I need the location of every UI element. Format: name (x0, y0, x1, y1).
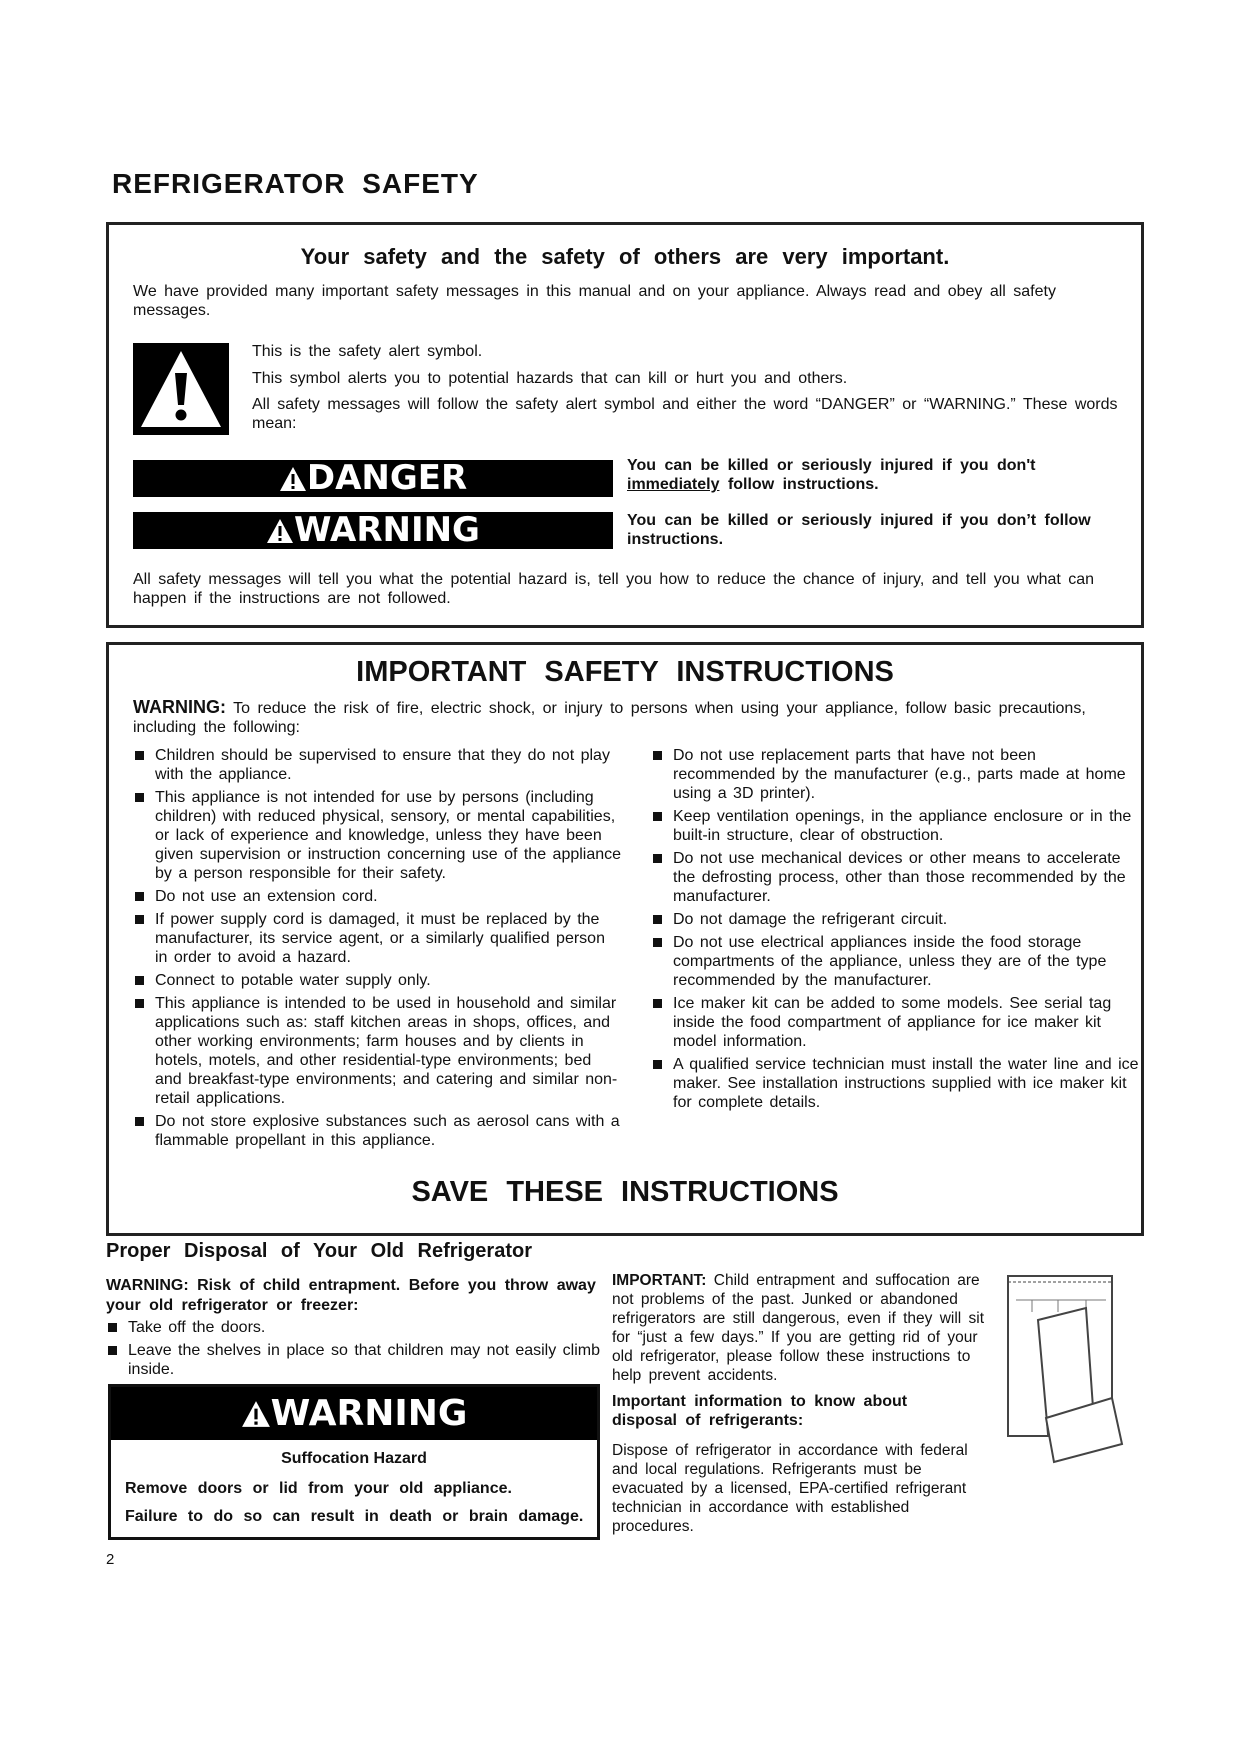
safety-box-footer: All safety messages will tell you what the potential hazard is, tell you how to reduce the chance of injury, and tell you what can happen if the instructions are not followed. (133, 571, 1095, 607)
danger-text-part-1: You can be killed or seriously injured if you don't (627, 457, 1036, 474)
list-item: This appliance is not intended for use by persons (including children) with reduced physical, sensory, or mental capabilities, or lack of experience and knowledge, unless they have been given supervision or instruction concerning use of the appliance by a person responsible for their safety. (133, 788, 623, 883)
danger-text-part-2: follow instructions. (727, 476, 879, 493)
alert-line-1: This is the safety alert symbol. (252, 343, 483, 360)
hazard-line-2: Failure to do so can result in death or brain damage. (125, 1508, 584, 1525)
list-item: This appliance is intended to be used in household and similar applications such as: staff kitchen areas in shops, offices, and other working environments; farm houses and by clients in hotels, motels, and other residential-type environments; bed and breakfast-type environments; and catering and similar non-retail applications. (133, 994, 623, 1108)
list-item: Take off the doors. (106, 1318, 606, 1337)
page-number: 2 (106, 1551, 115, 1568)
list-item: Do not damage the refrigerant circuit. (651, 910, 1141, 929)
instructions-warning-lead: WARNING: (133, 697, 226, 717)
list-item: Children should be supervised to ensure that they do not play with the appliance. (133, 746, 623, 784)
instructions-right-list (651, 746, 1141, 1116)
instructions-left-list (133, 746, 623, 1154)
list-item: If power supply cord is damaged, it must be replaced by the manufacturer, its service agent, or a similarly qualified person in order to avoid a hazard. (133, 910, 623, 967)
suffocation-warning-label: WARNING (270, 1393, 468, 1434)
warning-label: WARNING (294, 510, 480, 550)
list-item: Ice maker kit can be added to some models. See serial tag inside the food compartment of appliance for ice maker kit model information. (651, 994, 1141, 1051)
disposal-steps (106, 1318, 606, 1383)
warning-triangle-icon (266, 518, 294, 544)
list-item: Keep ventilation openings, in the appliance enclosure or in the built-in structure, clear of obstruction. (651, 807, 1141, 845)
refrigerant-text: Dispose of refrigerator in accordance with federal and local regulations. Refrigerants must be evacuated by a licensed, EPA-certified refrigerant technician in accordance with established procedures. (612, 1442, 968, 1535)
safety-box-heading: Your safety and the safety of others are very important. (300, 244, 950, 269)
save-instructions-heading: SAVE THESE INSTRUCTIONS (411, 1176, 839, 1208)
instructions-warning-text: To reduce the risk of fire, electric shock, or injury to persons when using your appliance, follow basic precautions, including the following: (133, 700, 1086, 736)
safety-box-intro: We have provided many important safety messages in this manual and on your appliance. Always read and obey all safety messages. (133, 283, 1056, 319)
suffocation-warning-box (108, 1384, 600, 1540)
warning-signal-bar (133, 512, 613, 549)
list-item: Leave the shelves in place so that children may not easily climb inside. (106, 1341, 606, 1379)
safety-alert-symbol-icon (133, 343, 229, 435)
list-item: A qualified service technician must install the water line and ice maker. See installation instructions supplied with ice maker kit for complete details. (651, 1055, 1141, 1112)
warning-description: You can be killed or seriously injured if you don’t follow instructions. (627, 512, 1091, 548)
list-item: Do not use mechanical devices or other means to accelerate the defrosting process, other than those recommended by the manufacturer. (651, 849, 1141, 906)
list-item: Do not store explosive substances such as aerosol cans with a flammable propellant in this appliance. (133, 1112, 623, 1150)
list-item: Do not use electrical appliances inside the food storage compartments of the appliance, unless they are of the type recommended by the manufacturer. (651, 933, 1141, 990)
instructions-warning (133, 698, 1143, 737)
alert-line-2: This symbol alerts you to potential hazards that can kill or hurt you and others. (252, 370, 848, 387)
warning-triangle-icon (241, 1400, 271, 1428)
danger-description (627, 456, 1147, 494)
page-title: REFRIGERATOR SAFETY (112, 168, 479, 199)
disposal-heading: Proper Disposal of Your Old Refrigerator (106, 1240, 532, 1262)
danger-text-underlined: immediately (627, 476, 720, 493)
refrigerant-heading: Important information to know about disposal of refrigerants: (612, 1393, 908, 1429)
warning-triangle-icon (279, 466, 307, 492)
disposal-warning-intro: WARNING: Risk of child entrapment. Before you throw away your old refrigerator or freezer: (106, 1277, 596, 1314)
suffocation-warning-bar (111, 1387, 597, 1440)
list-item: Do not use an extension cord. (133, 887, 623, 906)
list-item: Connect to potable water supply only. (133, 971, 623, 990)
hazard-line-1: Remove doors or lid from your old appliance. (125, 1480, 512, 1497)
refrigerator-illustration (1002, 1272, 1132, 1472)
important-text: Child entrapment and suffocation are not problems of the past. Junked or abandoned refrigerators are still dangerous, even if they will sit for “just a few days.” If you are getting rid of your old refrigerator, please follow these instructions to help prevent accidents. (612, 1272, 985, 1384)
instructions-heading: IMPORTANT SAFETY INSTRUCTIONS (356, 656, 894, 688)
important-lead: IMPORTANT: (612, 1272, 707, 1289)
important-notice (612, 1271, 992, 1385)
alert-line-3: All safety messages will follow the safety alert symbol and either the word “DANGER” or “WARNING.” These words mean: (252, 396, 1118, 432)
suffocation-hazard-title: Suffocation Hazard (281, 1450, 427, 1467)
danger-label: DANGER (306, 458, 468, 498)
list-item: Do not use replacement parts that have not been recommended by the manufacturer (e.g., parts made at home using a 3D printer). (651, 746, 1141, 803)
danger-signal-bar (133, 460, 613, 497)
